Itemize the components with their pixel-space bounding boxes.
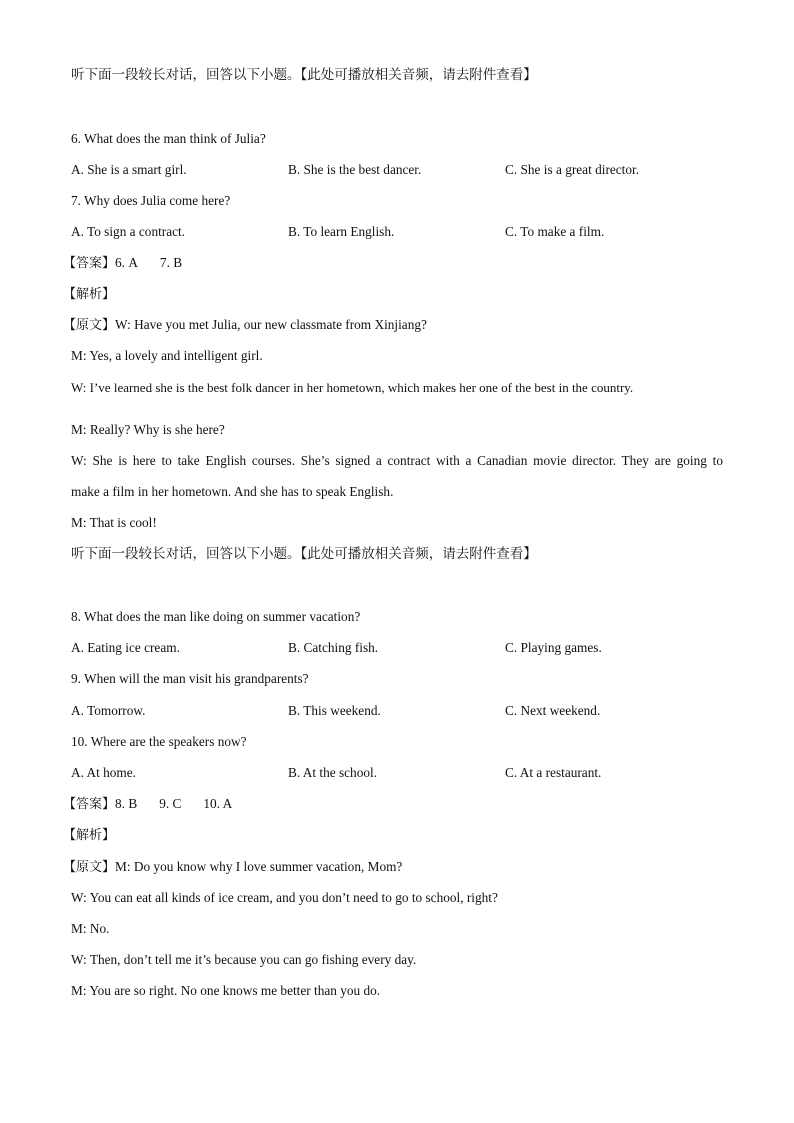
answer-label: 【答案】 (63, 797, 116, 812)
transcript-label: 【原文】 (63, 860, 116, 875)
option-7-c: C. To make a film. (505, 224, 605, 239)
transcript-line: W: She is here to take English courses. She’s signed a contract with a Canadian movie director. They are going to (71, 453, 723, 468)
option-6-a: A. She is a smart girl. (71, 162, 187, 177)
question-7-options (71, 223, 723, 241)
section2-instruction: 听下面一段较长对话，回答以下小题。【此处可播放相关音频，请去附件查看】 (71, 546, 537, 562)
transcript-line: make a film in her hometown. And she has to speak English. (71, 484, 394, 499)
question-9-options (71, 702, 723, 720)
transcript-line: M: No. (71, 921, 110, 936)
answer-8: 8. B (115, 796, 138, 811)
question-10: 10. Where are the speakers now? (71, 734, 247, 749)
answer-10: 10. A (203, 796, 233, 811)
answer-label: 【答案】 (63, 256, 116, 271)
question-6-options (71, 161, 723, 179)
transcript-line (63, 316, 427, 335)
section1-instruction: 听下面一段较长对话，回答以下小题。【此处可播放相关音频，请去附件查看】 (71, 67, 537, 83)
option-10-b: B. At the school. (288, 765, 378, 780)
transcript-label: 【原文】 (63, 318, 116, 333)
option-7-b: B. To learn English. (288, 224, 395, 239)
option-9-a: A. Tomorrow. (71, 703, 146, 718)
question-10-options (71, 764, 723, 782)
answer-9: 9. C (159, 796, 182, 811)
option-9-c: C. Next weekend. (505, 703, 601, 718)
analysis-label: 【解析】 (63, 828, 116, 843)
answer-row-2 (63, 795, 233, 814)
answer-row-1 (63, 254, 183, 273)
transcript-line: M: Yes, a lovely and intelligent girl. (71, 348, 263, 363)
transcript-line (63, 858, 403, 877)
transcript-text: M: Do you know why I love summer vacation, Mom? (115, 859, 403, 874)
question-6: 6. What does the man think of Julia? (71, 131, 266, 146)
transcript-line: M: Really? Why is she here? (71, 422, 225, 437)
option-8-b: B. Catching fish. (288, 640, 379, 655)
option-10-a: A. At home. (71, 765, 137, 780)
question-8: 8. What does the man like doing on summer vacation? (71, 609, 361, 624)
question-9: 9. When will the man visit his grandparents? (71, 671, 309, 686)
analysis-heading-1 (63, 285, 116, 304)
question-7: 7. Why does Julia come here? (71, 193, 231, 208)
option-8-a: A. Eating ice cream. (71, 640, 180, 655)
transcript-text: W: Have you met Julia, our new classmate from Xinjiang? (115, 317, 427, 332)
transcript-line: M: That is cool! (71, 515, 157, 530)
option-6-c: C. She is a great director. (505, 162, 640, 177)
transcript-line: W: I’ve learned she is the best folk dancer in her hometown, which makes her one of the best in the country. (71, 380, 634, 395)
question-8-options (71, 639, 723, 657)
option-9-b: B. This weekend. (288, 703, 381, 718)
transcript-line: M: You are so right. No one knows me better than you do. (71, 983, 381, 998)
option-8-c: C. Playing games. (505, 640, 602, 655)
answer-6: 6. A (115, 255, 138, 270)
option-6-b: B. She is the best dancer. (288, 162, 422, 177)
transcript-line: W: You can eat all kinds of ice cream, and you don’t need to go to school, right? (71, 890, 498, 905)
answer-7: 7. B (159, 255, 183, 270)
option-10-c: C. At a restaurant. (505, 765, 602, 780)
option-7-a: A. To sign a contract. (71, 224, 186, 239)
transcript-line: W: Then, don’t tell me it’s because you can go fishing every day. (71, 952, 417, 967)
analysis-heading-2 (63, 826, 116, 845)
analysis-label: 【解析】 (63, 287, 116, 302)
